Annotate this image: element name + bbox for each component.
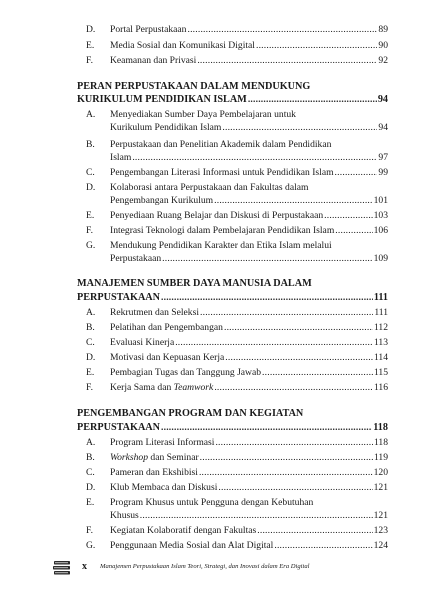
toc-entry-line: B. Perpustakaan dan Penelitian Akademik dalam Pendidikan	[86, 139, 332, 150]
toc-entry[interactable]: Perpustakaan ..... 109	[110, 253, 388, 265]
toc-entry[interactable]: F. Kerja Sama dan Teamwork ..... 116	[86, 382, 388, 394]
toc-entry[interactable]: C. Evaluasi Kinerja ..... 113	[86, 337, 388, 349]
toc-entry[interactable]: F. Kegiatan Kolaboratif dengan Fakultas ..... 123	[86, 525, 388, 537]
chapter-title: PENGEMBANGAN PROGRAM DAN KEGIATAN	[77, 408, 304, 419]
chapter-title: MANAJEMEN SUMBER DAYA MANUSIA DALAM	[77, 278, 312, 289]
toc-entry[interactable]: A. Rekrutmen dan Seleksi ..... 111	[86, 307, 388, 319]
toc-entry-line: D. Kolaborasi antara Perpustakaan dan Fakultas dalam	[86, 182, 309, 193]
toc-entry-line: G. Mendukung Pendidikan Karakter dan Etika Islam melalui	[86, 240, 332, 251]
toc-entry[interactable]: Pengembangan Kurikulum ..... 101	[110, 195, 388, 207]
toc-entry[interactable]: G. Penggunaan Media Sosial dan Alat Digital ..... 124	[86, 540, 388, 552]
chapter-title: PERAN PERPUSTAKAAN DALAM MENDUKUNG	[77, 81, 311, 92]
toc-entry[interactable]: A. Program Literasi Informasi ..... 118	[86, 437, 388, 449]
chapter-entry[interactable]: KURIKULUM PENDIDIKAN ISLAM ..... 94	[77, 94, 388, 106]
toc-entry[interactable]: C. Pengembangan Literasi Informasi untuk Pendidikan Islam ..... 99	[86, 167, 388, 179]
chapter-entry[interactable]: PERPUSTAKAAN ..... 111	[77, 292, 388, 304]
toc-entry[interactable]: E. Media Sosial dan Komunikasi Digital ..... 90	[86, 40, 388, 52]
toc-entry[interactable]: Khusus ..... 121	[110, 510, 388, 522]
toc-entry[interactable]: B. Pelatihan dan Pengembangan ..... 112	[86, 322, 388, 334]
toc-entry-line: A. Menyediakan Sumber Daya Pembelajaran untuk	[86, 109, 296, 120]
toc-entry[interactable]: E. Pembagian Tugas dan Tanggung Jawab ..... 115	[86, 367, 388, 379]
toc-entry[interactable]: Islam ..... 97	[110, 152, 388, 164]
toc-entry[interactable]: Kurikulum Pendidikan Islam ..... 94	[110, 122, 388, 134]
toc-entry[interactable]: E. Penyediaan Ruang Belajar dan Diskusi di Perpustakaan ..... 103	[86, 210, 388, 222]
book-stack-icon	[52, 558, 72, 578]
toc-entry[interactable]: F. Integrasi Teknologi dalam Pembelajaran Pendidikan Islam ..... 106	[86, 225, 388, 237]
toc-entry[interactable]: D. Portal Perpustakaan ..... 89	[86, 24, 388, 36]
toc-entry[interactable]: D. Motivasi dan Kepuasan Kerja ..... 114	[86, 352, 388, 364]
toc-entry[interactable]: C. Pameran dan Ekshibisi ..... 120	[86, 467, 388, 479]
toc-entry[interactable]: B. Workshop dan Seminar ..... 119	[86, 452, 388, 464]
running-footer-title: Manajemen Perpustakaan Islam Teori, Strategi, dan Inovasi dalam Era Digital	[100, 563, 310, 570]
page-number: x	[82, 561, 87, 572]
toc-entry-line: E. Program Khusus untuk Pengguna dengan Kebutuhan	[86, 497, 314, 508]
chapter-entry[interactable]: PERPUSTAKAAN ..... 118	[77, 422, 388, 434]
toc-entry[interactable]: D. Klub Membaca dan Diskusi ..... 121	[86, 482, 388, 494]
toc-entry[interactable]: F. Keamanan dan Privasi ..... 92	[86, 55, 388, 67]
